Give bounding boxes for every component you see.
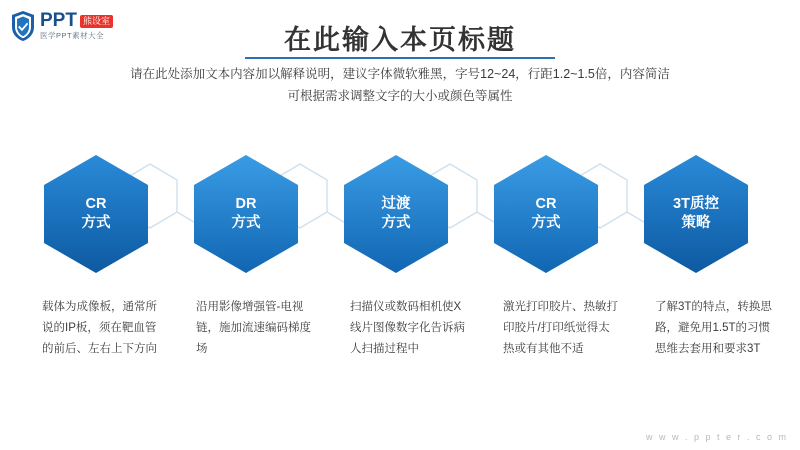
hex-node-3[interactable] <box>344 155 448 273</box>
hexagon-diagram <box>0 150 800 280</box>
watermark: w w w . p p t e r . c o m <box>645 432 788 442</box>
hex-label-2-line1: DR <box>235 196 257 212</box>
hex-label-1-line1: CR <box>85 196 107 212</box>
hex-shape-2 <box>194 155 298 273</box>
hex-node-2[interactable] <box>194 155 298 273</box>
description-2: 沿用影像增强管-电视链，施加流速编码梯度场 <box>196 301 311 355</box>
hex-label-4-line1: CR <box>535 196 557 212</box>
logo-badge: 熊设室 <box>80 15 113 28</box>
title-underline <box>245 57 555 59</box>
logo-brand: PPT <box>40 10 77 31</box>
page-subtitle <box>0 63 800 107</box>
hex-label-5-line1: 3T质控 <box>673 196 719 212</box>
hex-node-5[interactable] <box>644 155 748 273</box>
hex-label-4-line2: 方式 <box>531 215 561 231</box>
description-4: 激光打印胶片、热敏打印胶片/打印纸觉得太热或有其他不适 <box>503 301 618 355</box>
logo-subtitle: 医学PPT素材大全 <box>40 31 105 40</box>
page-subtitle-line1: 请在此处添加文本内容加以解释说明，建议字体微软雅黑，字号12~24，行距1.2~1.5倍，内容简洁 <box>130 67 670 81</box>
hex-label-3-line1: 过渡 <box>381 196 411 212</box>
hex-shape-1 <box>44 155 148 273</box>
description-5: 了解3T的特点，转换思路，避免用1.5T的习惯思维去套用和要求3T <box>655 301 772 355</box>
hex-label-1-line2: 方式 <box>81 215 111 231</box>
hex-shape-3 <box>344 155 448 273</box>
description-3: 扫描仪或数码相机使X线片图像数字化告诉病人扫描过程中 <box>350 301 465 355</box>
page-subtitle-line2: 可根据需求调整文字的大小或颜色等属性 <box>287 89 513 103</box>
hex-node-4[interactable] <box>494 155 598 273</box>
hex-shape-5 <box>644 155 748 273</box>
hex-node-1[interactable] <box>44 155 148 273</box>
hex-shape-4 <box>494 155 598 273</box>
hex-label-3-line2: 方式 <box>381 215 411 231</box>
hex-label-2-line2: 方式 <box>231 215 261 231</box>
page-title: 在此输入本页标题 <box>284 25 516 55</box>
hex-label-5-line2: 策略 <box>681 215 711 231</box>
description-1: 载体为成像板，通常所说的IP板，须在靶血管的前后、左右上下方向 <box>42 301 157 355</box>
